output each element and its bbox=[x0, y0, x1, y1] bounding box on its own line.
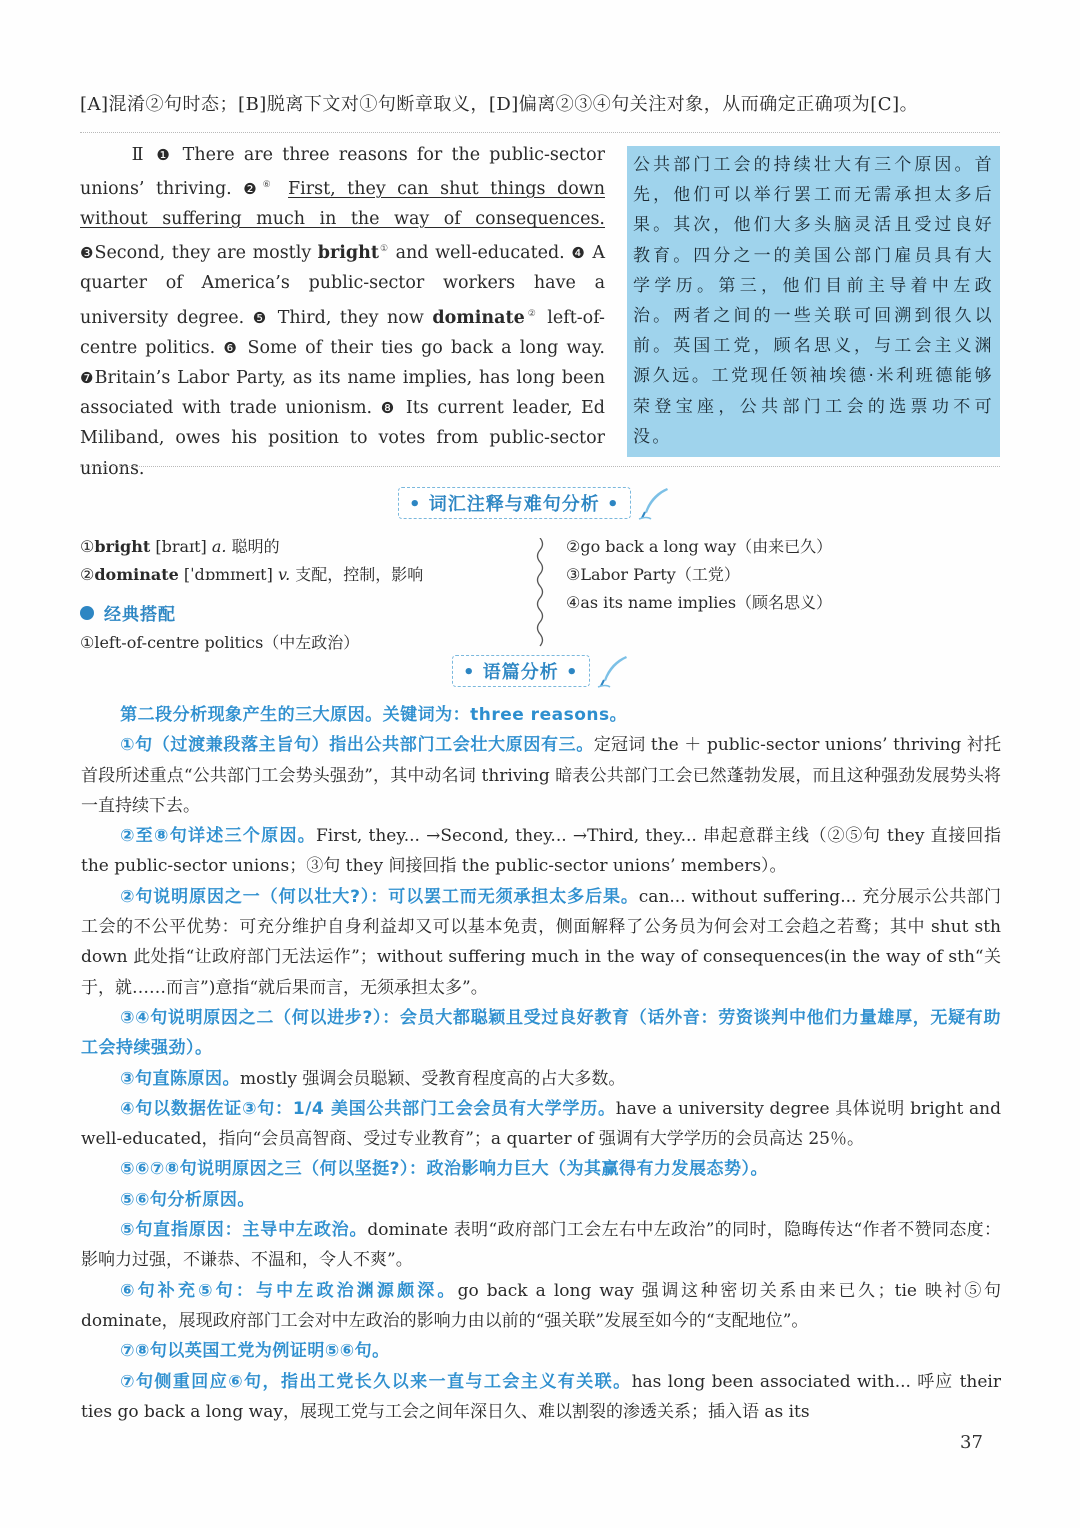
analysis-para: ⑤⑥⑦⑧句说明原因之三（何以坚挺?）：政治影响力巨大（为其赢得有力发展态势）。 bbox=[120, 1159, 769, 1180]
analysis-para: ⑤⑥句分析原因。 bbox=[120, 1189, 255, 1210]
discourse-analysis bbox=[81, 700, 1001, 1427]
dotted-divider bbox=[80, 132, 1000, 133]
analysis-para: ⑥句补充⑤句：与中左政治渊源颇深。go back a long way 强调这种密切关系由来已久；tie 映衬⑤句 dominate，展现政府部门工会对中左政治的影响力由以前的“强关联”发展至如今的“支配地位”。 bbox=[81, 1280, 1001, 1331]
phrase-item: ②go back a long way（由来已久） bbox=[566, 537, 833, 556]
vocab-word-dominate: dominate bbox=[432, 307, 525, 328]
analysis-para: ④句以数据佐证③句：1/4 美国公共部门工会会员有大学学历。have a university degree 具体说明 bright and well-educated，指向“会员高智商、受过专业教育”；a quarter of 强调有大学学历的会员高达 25％。 bbox=[81, 1098, 1001, 1150]
sentence-7: Britain’s Labor Party, as its name implies, has long been associated with trade unionism. bbox=[80, 367, 605, 419]
vocab-list-right bbox=[566, 533, 832, 617]
phrase-item: ④as its name implies（顾名思义） bbox=[566, 593, 833, 612]
vocab-item-bright: ①bright [braɪt] a. 聪明的 bbox=[80, 537, 280, 556]
wavy-divider-icon bbox=[533, 538, 547, 648]
analysis-para: ②句说明原因之一（何以壮大?）：可以罢工而无须承担太多后果。can... without suffering... 充分展示公共部门工会的不公平优势：可充分维护自身利益却又可以基本免责，侧面解释了公务员为何会对工会趋之若鹜；其中 shut sth down 此处指“让政府部门无法运作”；without suffering much in the way of consequences(in the way of sth“关于，就……而言”)意指“就后果而言，无须承担太多”。 bbox=[81, 886, 1001, 998]
chinese-translation: 公共部门工会的持续壮大有三个原因。首先，他们可以举行罢工而无需承担太多后果。其次，他们大多头脑灵活且受过良好教育。四分之一的美国公部门雇员具有大学学历。第三，他们目前主导着中左政治。两者之间的一些关联可回溯到很久以前。英国工党，顾名思义，与工会主义渊源久远。工党现任领袖埃德·米利班德能够荣登宝座，公共部门工会的选票功不可没。 bbox=[633, 155, 994, 447]
sentence-1: There are three reasons for the public-sector unions’ thriving. bbox=[80, 145, 605, 200]
dotted-divider bbox=[80, 466, 1000, 467]
analysis-para: ③句直陈原因。mostly 强调会员聪颖、受教育程度高的占大多数。 bbox=[120, 1068, 626, 1089]
analysis-para: ③④句说明原因之二（何以进步?）：会员大都聪颖且受过良好教育（话外音：劳资谈判中他们力量雄厚，无疑有助工会持续强劲）。 bbox=[81, 1007, 1001, 1059]
sentence-6: Some of their ties go back a long way. bbox=[247, 337, 605, 358]
collocation-heading: 经典搭配 bbox=[80, 600, 176, 625]
vocab-list-left bbox=[80, 533, 423, 589]
quill-pen-icon bbox=[637, 486, 671, 520]
sentence-4: A quarter of America’s public-sector workers have a university degree. bbox=[80, 243, 605, 328]
analysis-para: ⑦⑧句以英国工党为例证明⑤⑥句。 bbox=[120, 1341, 390, 1362]
answer-explanation-line: [A]混淆②句时态；[B]脱离下文对①句断章取义，[D]偏离②③④句关注对象，从而确定正确项为[C]。 bbox=[80, 94, 919, 115]
bullet-dot-icon bbox=[80, 606, 94, 620]
analysis-para: ①句（过渡兼段落主旨句）指出公共部门工会壮大原因有三。定冠词 the ＋ public-sector unions’ thriving 衬托首段所述重点“公共部门工会势头强劲”，其中动名词 thriving 暗表公共部门工会已然蓬勃发展，而且这种强劲发展势头将一直持续下去。 bbox=[81, 735, 1001, 816]
collocation-item: ①left-of-centre politics（中左政治） bbox=[80, 633, 360, 652]
phrase-item: ③Labor Party（工党） bbox=[566, 565, 740, 584]
analysis-para: ⑦句侧重回应⑥句，指出工党长久以来一直与工会主义有关联。has long been associated with... 呼应 their ties go back a long way，展现工党与工会之间年深日久、难以割裂的渗透关系；插入语 as its bbox=[81, 1371, 1001, 1422]
analysis-para: ⑤句直指原因：主导中左政治。dominate 表明“政府部门工会左右中左政治”的同时，隐晦传达“作者不赞同态度：影响力过强，不谦恭、不温和，令人不爽”。 bbox=[81, 1220, 1001, 1271]
analysis-para: ②至⑧句详述三个原因。First, they... →Second, they... →Third, they... 串起意群主线（②⑤句 they 直接回指 the public-sector unions；③句 they 间接回指 the public-sector unions’ members）。 bbox=[81, 826, 1001, 877]
section-mark: Ⅱ bbox=[128, 145, 148, 165]
english-passage: Ⅱ ❶ There are three reasons for the public-sector unions’ thriving. ❷⑥ First, they can shut things down without suffering much in the way of consequences. ❸Second, they are mostly bright① and well-educated. ❹ A quarter of America’s public-sector workers have a university degree. ❺ Third, they now dominate② left-of-centre politics. ❻ Some of their ties go back a long way. ❼Britain’s Labor Party, as its name implies, has long been associated with trade unionism. ❽ Its current leader, Ed Miliband, owes his position to votes from public-sector unions. bbox=[80, 145, 605, 479]
sentence-8: Its current leader, Ed Miliband, owes his position to votes from public-sector unions. bbox=[80, 398, 605, 479]
vocab-item-dominate: ②dominate [ˈdɒmɪneɪt] v. 支配，控制，影响 bbox=[80, 565, 424, 584]
analysis-section-heading: • 语篇分析 • bbox=[452, 654, 630, 688]
vocab-section-heading: • 词汇注释与难句分析 • bbox=[398, 486, 671, 520]
translation-box bbox=[627, 146, 1000, 457]
page-number: 37 bbox=[960, 1432, 983, 1453]
analysis-para: 第二段分析现象产生的三大原因。关键词为：three reasons。 bbox=[120, 705, 628, 725]
vocab-word-bright: bright bbox=[317, 243, 379, 264]
sentence-2-underlined: First, they can shut things down without suffering much in the way of consequences. bbox=[80, 179, 605, 230]
quill-pen-icon bbox=[596, 654, 630, 688]
